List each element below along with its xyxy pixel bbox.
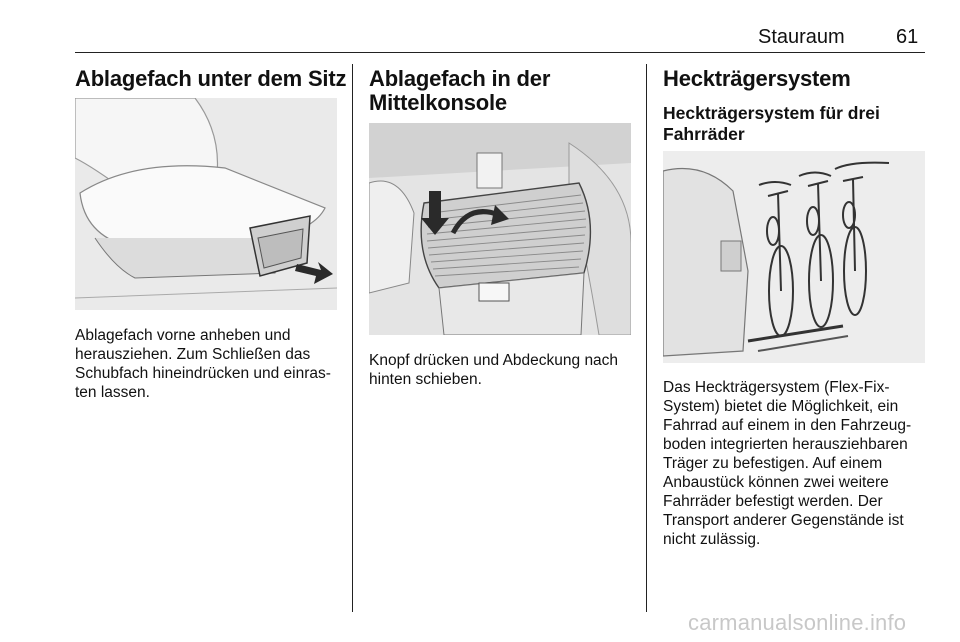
header-rule [75,52,925,53]
column-divider-2 [646,64,647,612]
text-line: Transport anderer Gegenstände ist [663,512,904,529]
text-line: Das Heckträgersystem (Flex-Fix- [663,379,890,396]
text-line: Knopf drücken und Abdeckung nach [369,352,619,369]
heading-line: Ablagefach in der [369,66,551,91]
running-header-title: Stauraum [758,26,845,48]
text-line: Fahrräder befestigt werden. Der [663,493,883,510]
section-heading-seat-drawer: Ablagefach unter dem Sitz [75,66,347,91]
page-number: 61 [896,26,919,48]
text-line: hinten schieben. [369,371,482,388]
text-line: nicht zulässig. [663,531,761,548]
subheading-three-bikes [663,103,880,145]
center-console-instructions [369,351,641,389]
seat-drawer-instructions [75,326,345,402]
text-line: herausziehen. Zum Schließen das [75,346,311,363]
text-line: Träger zu befestigen. Auf einem [663,455,883,472]
subheading-line: Fahrräder [663,124,745,144]
heading-line: Mittelkonsole [369,90,507,115]
seat-drawer-illustration [75,98,337,310]
section-heading-rear-carrier: Heckträgersystem [663,66,851,91]
text-line: System) bietet die Möglichkeit, ein [663,398,899,415]
text-line: ten lassen. [75,384,150,401]
text-line: boden integrierten herausziehbaren [663,436,908,453]
text-line: Schubfach hineindrücken und einras- [75,365,331,382]
text-line: Ablagefach vorne anheben und [75,327,291,344]
text-line: Anbaustück können zwei weitere [663,474,889,491]
watermark: carmanualsonline.info [688,610,907,635]
section-heading-center-console [369,67,550,115]
rear-carrier-illustration [663,151,925,363]
text-line: Fahrrad auf einem in den Fahrzeug- [663,417,912,434]
subheading-line: Heckträgersystem für drei [663,103,880,123]
center-console-illustration [369,123,631,335]
column-divider-1 [352,64,353,612]
rear-carrier-description [663,378,935,549]
